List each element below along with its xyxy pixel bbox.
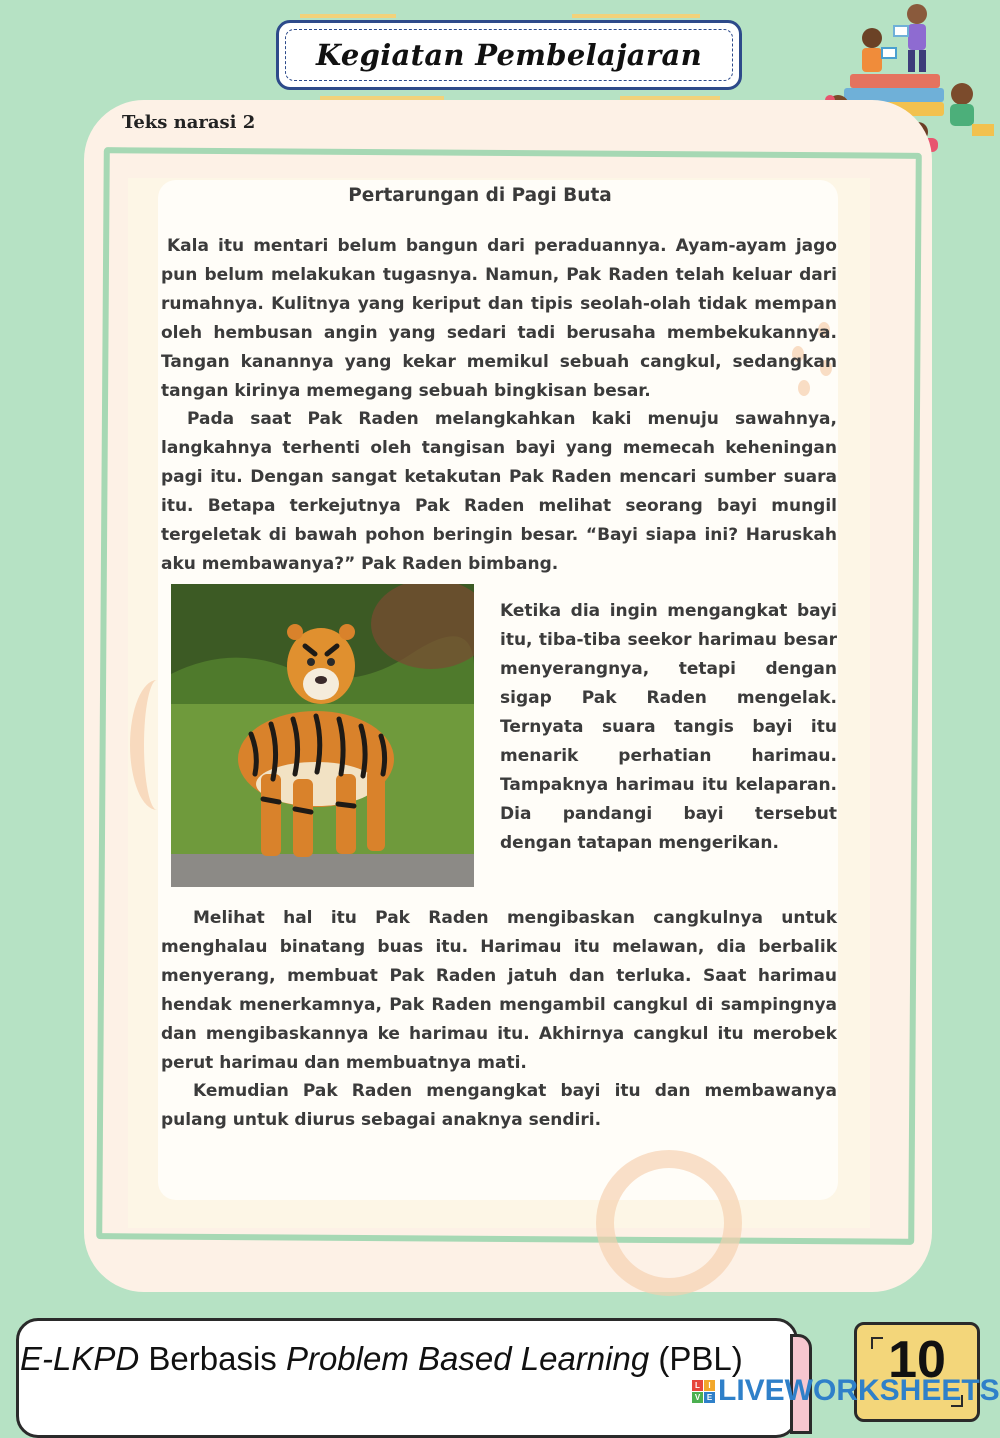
header-badge-inner	[285, 29, 733, 81]
story-paragraph: Ketika dia ingin mengangkat bayi itu, tiba-tiba seekor harimau besar menyerangnya, tetapi dengan sigap Pak Raden mengelak. Ternyata suara tangis bayi itu menarik perhatian harimau. Tampaknya harimau itu kelaparan. Dia pandangi bayi tersebut dengan tatapan mengerikan.	[500, 601, 837, 853]
footer-title-part: E-LKPD	[20, 1340, 140, 1377]
story-title: Pertarungan di Pagi Buta	[348, 185, 612, 206]
story-paragraph: Kemudian Pak Raden mengangkat bayi itu dan membawanya pulang untuk diurus sebagai anaknya sendiri.	[161, 1081, 837, 1130]
header-deco-strip	[300, 14, 396, 18]
story-paragraph: Pada saat Pak Raden melangkahkan kaki menuju sawahnya, langkahnya terhenti oleh tangisan bayi yang memecah keheningan pagi itu. Dengan sangat ketakutan Pak Raden mencari sumber suara itu. Betapa terkejutnya Pak Raden melihat seorang bayi mungil tergeletak di bawah pohon beringin besar. “Bayi siapa ini? Haruskah aku membawanya?” Pak Raden bimbang.	[161, 409, 837, 574]
page-number: 10	[888, 1331, 946, 1389]
footer-title-part: Berbasis	[139, 1340, 286, 1377]
header-deco-strip	[572, 14, 700, 18]
page-title: Kegiatan Pembelajaran	[316, 38, 702, 72]
story-paragraph: Melihat hal itu Pak Raden mengibaskan cangkulnya untuk menghalau binatang buas itu. Harimau itu melawan, dia berbalik menyerang, membuat Pak Raden jatuh dan terluka. Saat harimau hendak menerkamnya, Pak Raden mengambil cangkul di sampingnya dan mengibaskannya ke harimau itu. Akhirnya cangkul itu merobek perut harimau dan membuatnya mati.	[161, 908, 837, 1073]
decorative-swirl	[596, 1150, 742, 1296]
tiger-icon	[171, 584, 474, 887]
footer-banner	[16, 1318, 798, 1438]
logo-letter: V	[692, 1392, 703, 1403]
logo-letter: L	[692, 1380, 703, 1391]
footer-title	[20, 1340, 743, 1378]
logo-letter: I	[704, 1380, 715, 1391]
watermark-text: LIVEWORKSHEETS	[718, 1374, 1000, 1407]
footer-title-part: Problem Based Learning	[285, 1340, 650, 1377]
liveworksheets-watermark[interactable]	[692, 1374, 1000, 1408]
logo-letter: E	[704, 1392, 715, 1403]
liveworksheets-logo-icon	[692, 1380, 715, 1403]
header-badge	[276, 20, 742, 90]
tiger-photo	[171, 584, 474, 887]
story-paragraph: Kala itu mentari belum bangun dari peraduannya. Ayam-ayam jago pun belum melakukan tugasnya. Namun, Pak Raden telah keluar dari rumahnya. Kulitnya yang keriput dan tipis seolah-olah tidak mempan oleh hembusan angin yang sedari tadi berusaha membekukannya. Tangan kanannya yang kekar memikul sebuah cangkul, sedangkan tangan kirinya memegang sebuah bingkisan besar.	[161, 236, 837, 401]
footer-title-part: (PBL)	[649, 1340, 743, 1377]
section-label: Teks narasi 2	[122, 112, 256, 133]
